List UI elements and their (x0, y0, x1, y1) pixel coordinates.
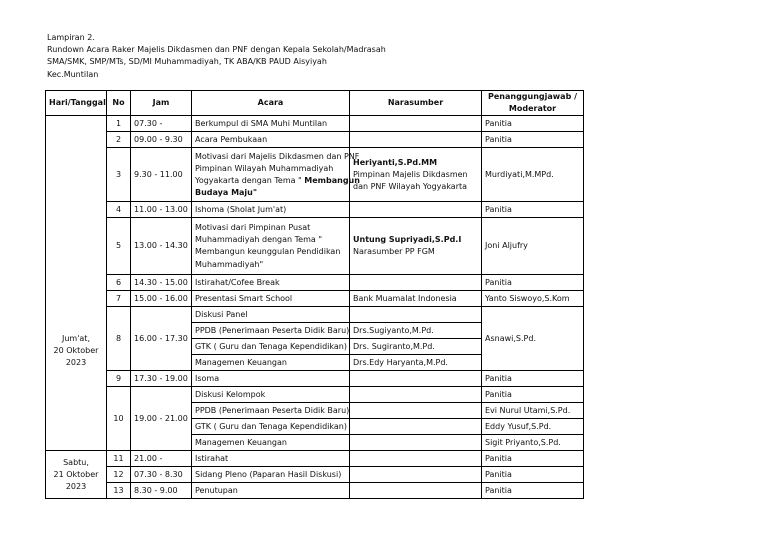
row-no: 8 (107, 307, 131, 371)
row-pj: Panitia (482, 387, 584, 403)
row-narasumber (350, 403, 482, 419)
attachment-label: Lampiran 2. (47, 33, 95, 42)
row-no: 2 (107, 132, 131, 148)
row-jam: 19.00 - 21.00 (131, 387, 192, 451)
row-acara: Istirahat (192, 451, 350, 467)
row-acara: PPDB (Penerimaan Peserta Didik Baru) (192, 323, 350, 339)
row-acara: Ishoma (Sholat Jum'at) (192, 202, 350, 218)
row-acara: Istirahat/Cofee Break (192, 275, 350, 291)
table-row (46, 307, 584, 323)
row-narasumber: Drs. Sugiranto,M.Pd. (350, 339, 482, 355)
row-jam: 21.00 - (131, 451, 192, 467)
table-row (46, 218, 584, 275)
row-pj: Panitia (482, 483, 584, 499)
row-pj: Panitia (482, 275, 584, 291)
row-jam: 07.30 - (131, 116, 192, 132)
row-narasumber (350, 387, 482, 403)
row-jam: 07.30 - 8.30 (131, 467, 192, 483)
row-narasumber: Drs.Sugiyanto,M.Pd. (350, 323, 482, 339)
table-row (46, 275, 584, 291)
row-narasumber (350, 467, 482, 483)
row-acara: Diskusi Panel (192, 307, 350, 323)
row-pj: Evi Nurul Utami,S.Pd. (482, 403, 584, 419)
row-pj: Panitia (482, 116, 584, 132)
row-jam: 15.00 - 16.00 (131, 291, 192, 307)
row-no: 9 (107, 371, 131, 387)
row-no: 1 (107, 116, 131, 132)
row-acara: GTK ( Guru dan Tenaga Kependidikan) (192, 339, 350, 355)
row-jam: 17.30 - 19.00 (131, 371, 192, 387)
row-acara: Berkumpul di SMA Muhi Muntilan (192, 116, 350, 132)
row-pj: Murdiyati,M.MPd. (482, 148, 584, 202)
table-row (46, 451, 584, 467)
row-acara: Diskusi Kelompok (192, 387, 350, 403)
row-jam: 14.30 - 15.00 (131, 275, 192, 291)
row-jam: 16.00 - 17.30 (131, 307, 192, 371)
row-no: 10 (107, 387, 131, 451)
table-row (46, 371, 584, 387)
row-narasumber (350, 307, 482, 323)
row-pj: Panitia (482, 451, 584, 467)
row-acara: Isoma (192, 371, 350, 387)
row-narasumber (350, 116, 482, 132)
row-pj: Yanto Siswoyo,S.Kom (482, 291, 584, 307)
document-subtitle: SMA/SMK, SMP/MTs, SD/MI Muhammadiyah, TK ABA/KB PAUD Aisyiyah (47, 57, 327, 67)
row-narasumber (350, 483, 482, 499)
table-row (46, 132, 584, 148)
row-jam: 8.30 - 9.00 (131, 483, 192, 499)
table-row (46, 148, 584, 202)
row-no: 6 (107, 275, 131, 291)
row-acara: PPDB (Penerimaan Peserta Didik Baru) (192, 403, 350, 419)
row-acara: Motivasi dari Pimpinan Pusat Muhammadiyah dengan Tema " Membangun keunggulan Pendidikan Muhammadiyah" (192, 218, 350, 275)
document-location: Kec.Muntilan (47, 69, 99, 79)
table-row (46, 202, 584, 218)
row-narasumber (350, 202, 482, 218)
header-hari-tanggal: Hari/Tanggal (46, 91, 107, 116)
row-pj: Panitia (482, 132, 584, 148)
row-no: 12 (107, 467, 131, 483)
day-cell-sabtu: Sabtu, 21 Oktober 2023 (46, 451, 107, 499)
row-narasumber (350, 419, 482, 435)
row-pj: Joni Aljufry (482, 218, 584, 275)
row-no: 4 (107, 202, 131, 218)
document-header (47, 32, 386, 81)
row-no: 7 (107, 291, 131, 307)
row-jam: 13.00 - 14.30 (131, 218, 192, 275)
row-jam: 11.00 - 13.00 (131, 202, 192, 218)
rundown-table (45, 90, 584, 499)
row-acara: Acara Pembukaan (192, 132, 350, 148)
header-narasumber: Narasumber (350, 91, 482, 116)
row-acara: Presentasi Smart School (192, 291, 350, 307)
row-jam: 9.30 - 11.00 (131, 148, 192, 202)
row-no: 11 (107, 451, 131, 467)
row-acara: Penutupan (192, 483, 350, 499)
row-narasumber: Heriyanti,S.Pd.MM Pimpinan Majelis Dikdasmen dan PNF Wilayah Yogyakarta (350, 148, 482, 202)
row-acara: Managemen Keuangan (192, 355, 350, 371)
row-narasumber (350, 275, 482, 291)
header-acara: Acara (192, 91, 350, 116)
table-header-row (46, 91, 584, 116)
row-acara: Sidang Pleno (Paparan Hasil Diskusi) (192, 467, 350, 483)
table-row (46, 467, 584, 483)
document-title: Rundown Acara Raker Majelis Dikdasmen dan PNF dengan Kepala Sekolah/Madrasah (47, 45, 386, 55)
row-pj: Panitia (482, 467, 584, 483)
day-cell-jumat: Jum'at, 20 Oktober 2023 (46, 116, 107, 451)
header-jam: Jam (131, 91, 192, 116)
row-acara: Motivasi dari Majelis Dikdasmen dan PNF Pimpinan Wilayah Muhammadiyah Yogyakarta dengan Tema " Membangun Budaya Maju" (192, 148, 350, 202)
row-narasumber (350, 132, 482, 148)
row-no: 5 (107, 218, 131, 275)
table-row (46, 116, 584, 132)
header-penanggungjawab: Penanggungjawab / Moderator (482, 91, 584, 116)
row-narasumber (350, 451, 482, 467)
row-narasumber: Drs.Edy Haryanta,M.Pd. (350, 355, 482, 371)
row-pj: Sigit Priyanto,S.Pd. (482, 435, 584, 451)
row-pj: Panitia (482, 371, 584, 387)
row-narasumber (350, 371, 482, 387)
row-narasumber: Untung Supriyadi,S.Pd.I Narasumber PP FGM (350, 218, 482, 275)
table-row (46, 387, 584, 403)
row-pj: Panitia (482, 202, 584, 218)
table-row (46, 483, 584, 499)
row-acara: GTK ( Guru dan Tenaga Kependidikan) (192, 419, 350, 435)
row-pj: Eddy Yusuf,S.Pd. (482, 419, 584, 435)
row-pj: Asnawi,S.Pd. (482, 307, 584, 371)
header-no: No (107, 91, 131, 116)
row-acara: Managemen Keuangan (192, 435, 350, 451)
table-row (46, 291, 584, 307)
row-no: 3 (107, 148, 131, 202)
row-jam: 09.00 - 9.30 (131, 132, 192, 148)
row-narasumber: Bank Muamalat Indonesia (350, 291, 482, 307)
row-narasumber (350, 435, 482, 451)
row-no: 13 (107, 483, 131, 499)
